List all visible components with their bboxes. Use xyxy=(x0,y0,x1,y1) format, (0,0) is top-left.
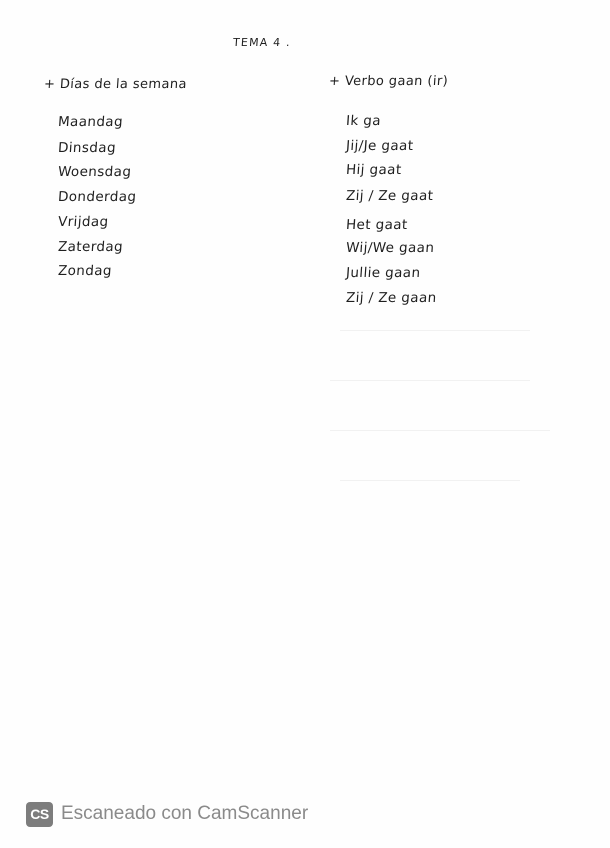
bleed-through-line xyxy=(330,380,530,381)
camscanner-watermark xyxy=(26,800,308,828)
conjugation-item: Zij / Ze gaan xyxy=(345,290,438,306)
conjugation-item: Wij/We gaan xyxy=(345,240,435,256)
camscanner-logo-icon: CS xyxy=(26,802,53,827)
weekdays-heading: + Días de la semana xyxy=(43,77,188,92)
weekday-item: Zondag xyxy=(57,263,113,279)
weekday-item: Zaterdag xyxy=(57,239,124,255)
page-title: TEMA 4 . xyxy=(232,36,292,49)
weekday-item: Woensdag xyxy=(57,164,132,180)
watermark-text: Escaneado con CamScanner xyxy=(61,803,309,824)
conjugation-item: Hij gaat xyxy=(345,162,403,178)
conjugation-item: Zij / Ze gaat xyxy=(345,188,434,204)
bleed-through-line xyxy=(340,330,530,331)
conjugation-item: Jullie gaan xyxy=(345,265,422,281)
weekday-item: Donderdag xyxy=(57,189,137,205)
weekday-item: Vrijdag xyxy=(57,214,110,230)
verb-gaan-heading: + Verbo gaan (ir) xyxy=(328,74,449,89)
conjugation-item: Het gaat xyxy=(345,217,409,233)
weekday-item: Dinsdag xyxy=(57,140,117,156)
conjugation-item: Ik ga xyxy=(345,113,382,129)
conjugation-item: Jij/Je gaat xyxy=(345,138,414,154)
bleed-through-line xyxy=(340,480,520,481)
bleed-through-line xyxy=(330,430,550,431)
weekday-item: Maandag xyxy=(57,114,124,130)
